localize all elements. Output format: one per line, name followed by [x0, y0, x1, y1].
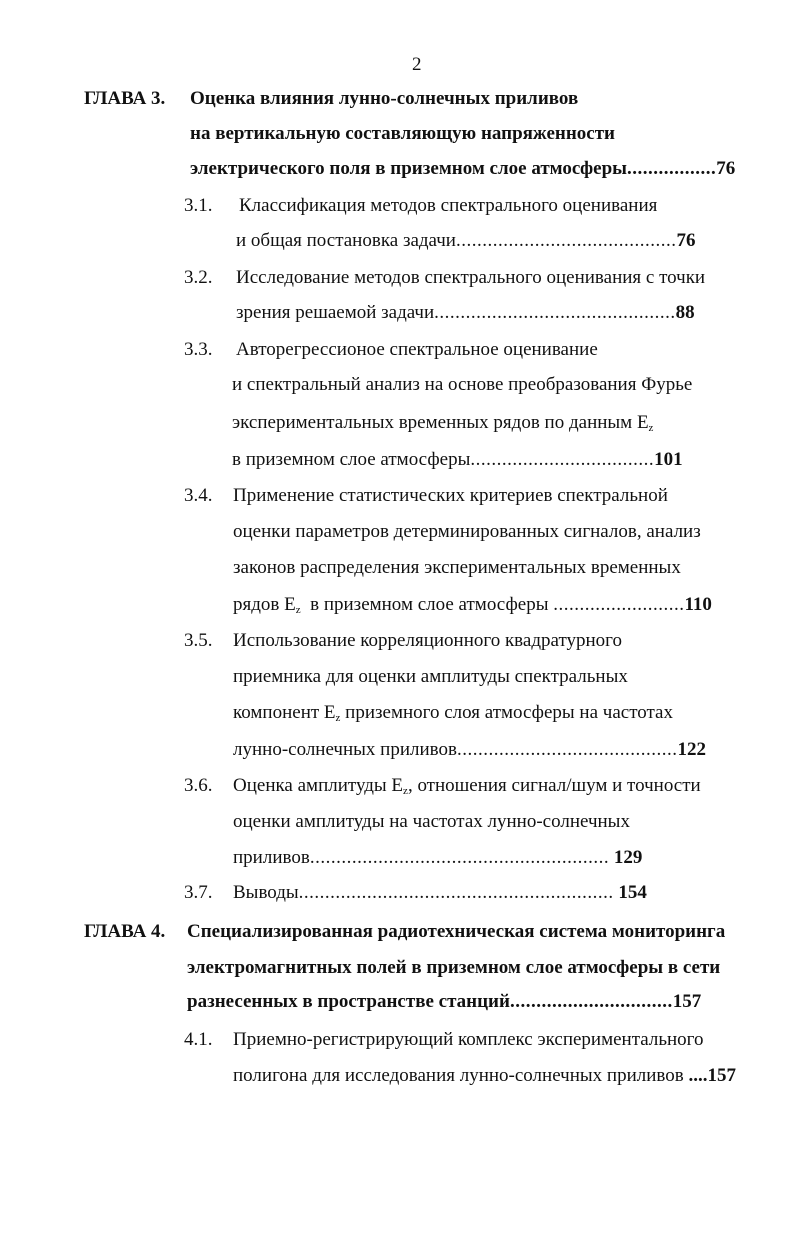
chapter-4-title-line3[interactable] [187, 990, 701, 1014]
dot-leader: .......................................... [455, 230, 677, 251]
toc-entry-text: Выводы [233, 882, 299, 903]
dot-leader: .... [688, 1065, 708, 1086]
chapter-3-label: ГЛАВА 3. [84, 88, 166, 109]
section-3-6-line2: оценки амплитуды на частотах лунно-солнечных [233, 811, 630, 832]
page-ref: 76 [716, 158, 736, 179]
dot-leader: ................................... [470, 449, 655, 470]
toc-entry-text: в приземном слое атмосферы [232, 449, 471, 470]
dot-leader: .............................................. [434, 302, 676, 323]
toc-entry-text: зрения решаемой задачи [236, 302, 435, 323]
page-ref: 110 [684, 594, 712, 615]
toc-entry-text: электрического поля в приземном слое атмосферы [190, 158, 628, 179]
section-number: 3.5. [184, 630, 213, 651]
section-3-7-line1[interactable] [233, 881, 647, 905]
section-number: 3.7. [184, 882, 213, 903]
section-number: 4.1. [184, 1029, 213, 1050]
subscript-z: z [295, 604, 301, 616]
section-3-4-line2: оценки параметров детерминированных сигналов, анализ [233, 521, 701, 542]
page-ref: 122 [677, 739, 706, 760]
chapter-3-title-line2: на вертикальную составляющую напряженности [190, 123, 616, 144]
dot-leader: .......................................... [456, 739, 678, 760]
chapter-3-title-line1: Оценка влияния лунно-солнечных приливов [190, 88, 579, 109]
section-3-5-line2: приемника для оценки амплитуды спектральных [233, 666, 628, 687]
dot-leader: ............................... [509, 991, 673, 1012]
dot-leader: ......................................................... [309, 847, 610, 868]
dot-leader: ................. [627, 158, 717, 179]
section-3-3-line1: Авторегрессионое спектральное оценивание [236, 339, 598, 360]
section-3-1-line2[interactable] [236, 229, 695, 253]
section-3-5-line1: Использование корреляционного квадратурного [233, 630, 622, 651]
section-3-5-line4[interactable] [233, 738, 706, 762]
toc-entry-text: и общая постановка задачи [236, 230, 456, 251]
subscript-z: z [648, 422, 654, 434]
section-3-2-line1: Исследование методов спектрального оценивания с точки [236, 267, 706, 288]
page-ref: 101 [654, 449, 683, 470]
dot-leader: ......................... [553, 594, 685, 615]
page-ref: 129 [613, 847, 643, 868]
page-ref: 88 [675, 302, 695, 323]
toc-entry-text: полигона для исследования лунно-солнечных приливов [233, 1065, 684, 1086]
section-3-4-line1: Применение статистических критериев спектральной [233, 485, 668, 506]
section-4-1-line2[interactable] [233, 1064, 736, 1088]
page-number: 2 [412, 54, 422, 75]
page-ref: 157 [707, 1065, 736, 1086]
section-3-2-line2[interactable] [236, 301, 695, 325]
section-number: 3.3. [184, 339, 213, 360]
section-3-5-line3: компонент $E_z$ приземного слоя атмосферы на частотах [233, 702, 673, 724]
toc-entry-text: лунно-солнечных приливов [233, 739, 457, 760]
toc-entry-text: разнесенных в пространстве станций [187, 991, 510, 1012]
section-number: 3.6. [184, 775, 213, 796]
section-3-3-line2: и спектральный анализ на основе преобразования Фурье [232, 374, 693, 395]
subscript-z: z [335, 712, 341, 724]
page-ref: 154 [618, 882, 647, 903]
section-3-3-line3: экспериментальных временных рядов по данным $E_z$ [232, 412, 654, 434]
section-number: 3.4. [184, 485, 213, 506]
toc-entry-text: приливов [233, 847, 310, 868]
chapter-4-title-line1: Специализированная радиотехническая система мониторинга [187, 921, 726, 942]
section-3-4-line4[interactable]: рядов $E_z$ в приземном слое атмосферы .........................110 [233, 594, 712, 616]
section-3-4-line3: законов распределения экспериментальных временных [233, 557, 681, 578]
dot-leader: ............................................................ [298, 882, 614, 903]
section-3-6-line1: Оценка амплитуды $E_z$, отношения сигнал/шум и точности [233, 775, 701, 797]
page-ref: 157 [672, 991, 702, 1012]
section-4-1-line1: Приемно-регистрирующий комплекс экспериментального [233, 1029, 704, 1050]
chapter-4-label: ГЛАВА 4. [84, 921, 166, 942]
section-number: 3.1. [184, 195, 213, 216]
chapter-3-title-line3[interactable] [190, 157, 735, 181]
chapter-4-title-line2: электромагнитных полей в приземном слое атмосферы в сети [187, 957, 721, 978]
section-3-3-line4[interactable] [232, 448, 683, 472]
section-3-1-line1: Классификация методов спектрального оценивания [239, 195, 658, 216]
page-ref: 76 [676, 230, 696, 251]
subscript-z: z [403, 785, 408, 797]
section-number: 3.2. [184, 267, 213, 288]
section-3-6-line3[interactable] [233, 846, 642, 870]
